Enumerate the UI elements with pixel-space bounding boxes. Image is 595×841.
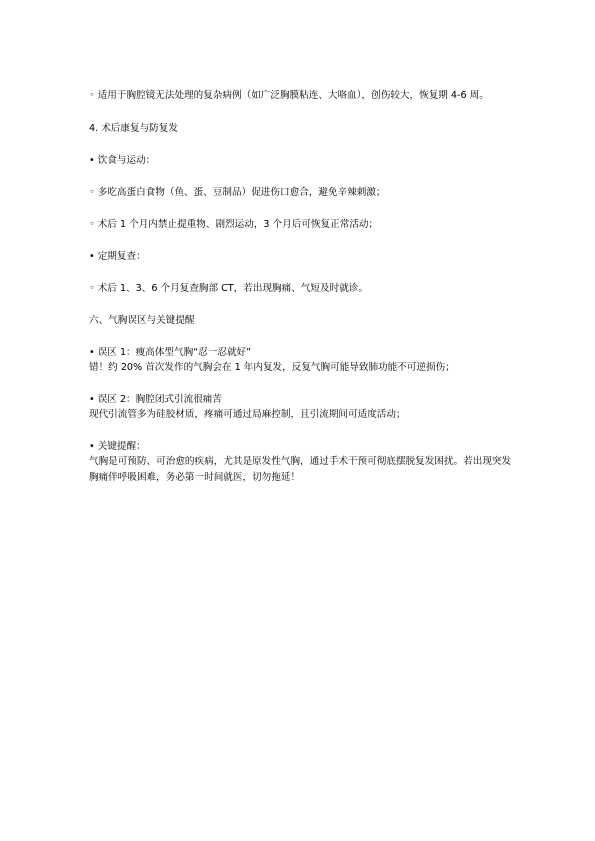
bullet-diet-exercise: • 饮食与运动：: [89, 155, 156, 166]
key-reminder-body: 气胸是可预防、可治愈的疾病，尤其是原发性气胸，通过手术干预可彻底摆脱复发困扰。若出现突发胸痛伴呼吸困难，务必第一时间就医，切勿拖延！: [89, 456, 512, 483]
paragraph-open-surgery: ◦ 适用于胸腔镜无法处理的复杂病例（如广泛胸膜粘连、大咯血），创伤较大，恢复期 4-6 周。: [89, 90, 489, 101]
sub-bullet-protein: ◦ 多吃高蛋白食物（鱼、蛋、豆制品）促进伤口愈合，避免辛辣刺激；: [89, 187, 386, 198]
section-heading-rehab: 4. 术后康复与防复发: [89, 123, 178, 134]
section-heading-myths: 六、气胸误区与关键提醒: [89, 315, 195, 326]
myth-2-title: • 误区 2：胸腔闭式引流很痛苦: [89, 394, 222, 405]
key-reminder-title: • 关键提醒：: [89, 441, 146, 452]
bullet-follow-up: • 定期复查：: [89, 251, 146, 262]
myth-1-title: • 误区 1：瘦高体型气胸“忍一忍就好”: [89, 347, 252, 358]
myth-1-body: 错！约 20% 首次发作的气胸会在 1 年内复发，反复气胸可能导致肺功能不可逆损伤；: [89, 362, 455, 373]
myth-2-body: 现代引流管多为硅胶材质，疼痛可通过局麻控制，且引流期间可适度活动；: [89, 409, 406, 420]
sub-bullet-ct-review: ◦ 术后 1、3、6 个月复查胸部 CT，若出现胸痛、气短及时就诊。: [89, 283, 368, 294]
sub-bullet-activity: ◦ 术后 1 个月内禁止提重物、剧烈运动，3 个月后可恢复正常活动；: [89, 219, 379, 230]
